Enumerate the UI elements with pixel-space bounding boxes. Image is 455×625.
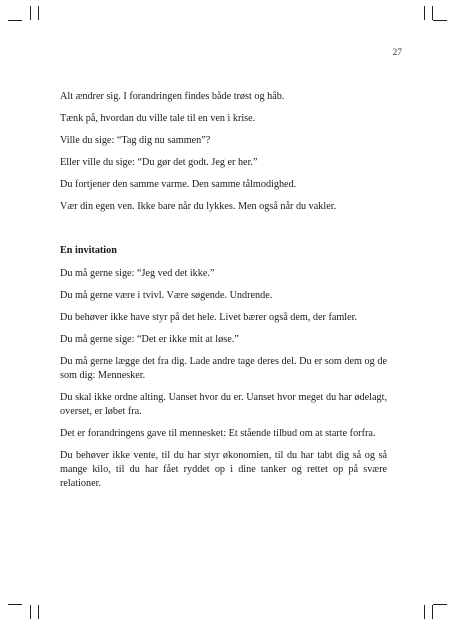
paragraph: Du skal ikke ordne alting. Uanset hvor du er. Uanset hvor meget du har ødelagt, overset, er løbet fra. (60, 392, 387, 417)
paragraph: Det er forandringens gave til mennesket: Et stående tilbud om at starte forfra. (60, 428, 376, 439)
crop-mark (8, 20, 22, 21)
paragraph: Alt ændrer sig. I forandringen findes både trøst og håb. (60, 91, 285, 102)
paragraph: Ville du sige: “Tag dig nu sammen”? (60, 135, 211, 146)
crop-mark (433, 604, 447, 605)
paragraph: Du fortjener den samme varme. Den samme tålmodighed. (60, 179, 297, 190)
paragraph: Eller ville du sige: “Du gør det godt. Jeg er her.” (60, 157, 258, 168)
crop-mark (424, 6, 425, 20)
paragraph: Du behøver ikke vente, til du har styr økonomien, til du har tabt dig så og så mange kilo, til du har fået ryddet op i dine tanker og rettet op på svære relationer. (60, 450, 387, 489)
crop-mark (8, 604, 22, 605)
page-number: 27 (392, 48, 402, 58)
section-heading: En invitation (60, 245, 117, 256)
paragraph: Vær din egen ven. Ikke bare når du lykkes. Men også når du vakler. (60, 201, 337, 212)
paragraph: Du behøver ikke have styr på det hele. Livet bærer også dem, der famler. (60, 312, 358, 323)
crop-mark (432, 605, 433, 619)
crop-mark (424, 605, 425, 619)
crop-mark (38, 6, 39, 20)
paragraph: Du må gerne være i tvivl. Være søgende. Undrende. (60, 290, 273, 301)
paragraph: Du må gerne sige: “Det er ikke mit at løse.” (60, 334, 239, 345)
paragraph: Du må gerne sige: “Jeg ved det ikke.” (60, 268, 215, 279)
page-body (60, 90, 387, 499)
paragraph: Tænk på, hvordan du ville tale til en ven i krise. (60, 113, 256, 124)
crop-mark (30, 6, 31, 20)
crop-mark (30, 605, 31, 619)
crop-mark (38, 605, 39, 619)
crop-mark (432, 6, 433, 20)
crop-mark (433, 20, 447, 21)
paragraph: Du må gerne lægge det fra dig. Lade andre tage deres del. Du er som dem og de som dig: Mennesker. (60, 356, 387, 381)
